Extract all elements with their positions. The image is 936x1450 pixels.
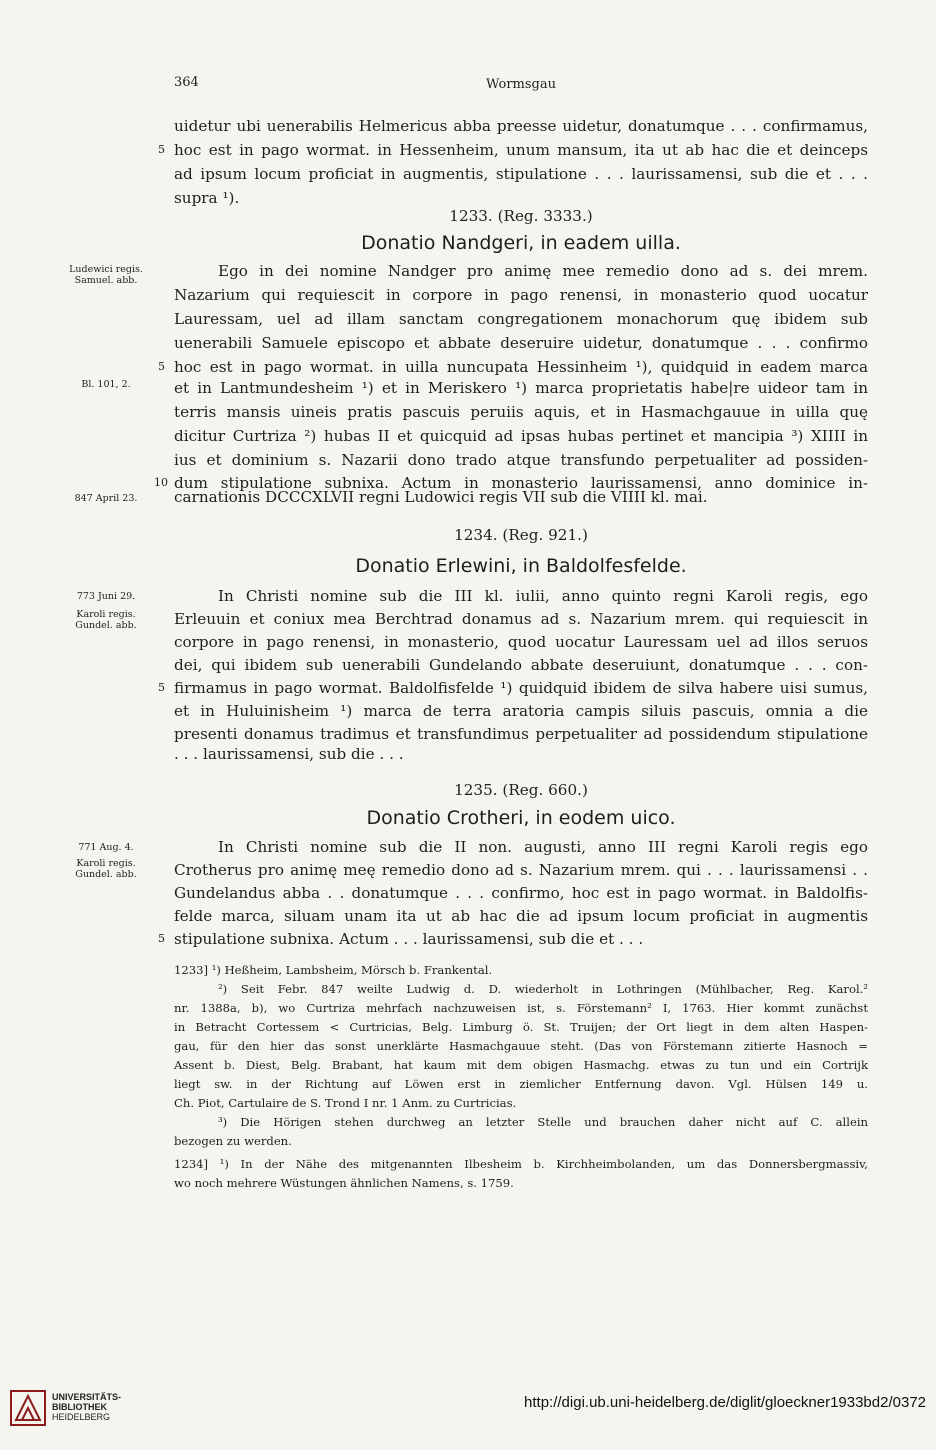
- margin-note: 771 Aug. 4.: [78, 842, 134, 853]
- text-line: Gundelandus abba . . donatumque . . . confirmo, hoc est in pago wormat. in Baldolfis-: [174, 884, 868, 902]
- entry-number: 1234. (Reg. 921.): [454, 526, 588, 544]
- text-line: ad ipsum locum proficiat in augmentis, stipulatione . . . laurissamensi, sub die et . . .: [174, 165, 868, 183]
- footnote-line: 1234] ¹) In der Nähe des mitgenannten Ilbesheim b. Kirchheimbolanden, um das Donnersbergmassiv,: [174, 1157, 868, 1171]
- text-line: Ego in dei nomine Nandger pro animę mee remedio dono ad s. dei mrem.: [218, 262, 868, 280]
- text-line: firmamus in pago wormat. Baldolfisfelde ¹) quidquid ibidem de silva habere uisi sumus,: [174, 679, 868, 697]
- line-number: 5: [158, 681, 165, 694]
- text-line: Erleuuin et coniux mea Berchtrad donamus ad s. Nazarium mrem. qui requiescit in: [174, 610, 868, 628]
- page-header: [174, 75, 868, 95]
- library-seal-icon: [10, 1390, 46, 1426]
- text-line: uenerabili Samuele episcopo et abbate deseruire uidetur, donatumque . . . confirmo: [174, 334, 868, 352]
- library-logo[interactable]: [10, 1388, 130, 1432]
- entry-number: 1233. (Reg. 3333.): [449, 207, 593, 225]
- text-line: terris mansis uineis pratis pascuis peruiis aquis, et in Hasmachgauue in uilla quę: [174, 403, 868, 421]
- text-line: Nazarium qui requiescit in corpore in pago renensi, in monasterio quod uocatur: [174, 286, 868, 304]
- document-url-link[interactable]: http://digi.ub.uni-heidelberg.de/diglit/gloeckner1933bd2/0372: [524, 1394, 926, 1411]
- margin-note: 847 April 23.: [74, 493, 138, 504]
- margin-note: Ludewici regis. Samuel. abb.: [69, 264, 143, 286]
- text-line: et in Huluinisheim ¹) marca de terra aratoria campis siluis pascuis, omnia a die: [174, 702, 868, 720]
- text-line: Lauressam, uel ad illam sanctam congregationem monachorum quę ibidem sub: [174, 310, 868, 328]
- text-line: hoc est in pago wormat. in Hessenheim, unum mansum, ita ut ab hac die et deinceps: [174, 141, 868, 159]
- entry-number: 1235. (Reg. 660.): [454, 781, 588, 799]
- text-line: Crotherus pro animę meę remedio dono ad s. Nazarium mrem. qui . . . laurissamensi . .: [174, 861, 868, 879]
- running-title: Wormsgau: [486, 77, 556, 92]
- footnote-line: Ch. Piot, Cartulaire de S. Trond I nr. 1 Anm. zu Curtricias.: [174, 1096, 517, 1110]
- text-line: ius et dominium s. Nazarii dono trado atque transfundo perpetualiter ad possiden-: [174, 451, 868, 469]
- line-number: 5: [158, 143, 165, 156]
- text-line: carnationis DCCCXLVII regni Ludowici regis VII sub die VIIII kl. mai.: [174, 488, 708, 506]
- margin-note: 773 Juni 29.: [76, 591, 136, 602]
- text-line: corpore in pago renensi, in monasterio, quod uocatur Lauressam uel ad illos seruos: [174, 633, 868, 651]
- library-name-line: HEIDELBERG: [52, 1412, 111, 1422]
- text-line: dei, qui ibidem sub uenerabili Gundelando abbate deseruiunt, donatumque . . . con-: [174, 656, 868, 674]
- entry-title: Donatio Crotheri, in eodem uico.: [366, 807, 676, 829]
- text-line: stipulatione subnixa. Actum . . . laurissamensi, sub die et . . .: [174, 930, 644, 948]
- footnote-line: bezogen zu werden.: [174, 1134, 292, 1148]
- footnote-line: wo noch mehrere Wüstungen ähnlichen Namens, s. 1759.: [174, 1176, 514, 1190]
- library-name-line: UNIVERSITÄTS-: [52, 1392, 122, 1402]
- footnote-line: ³) Die Hörigen stehen durchweg an letzter Stelle und brauchen daher nicht auf C. allein: [218, 1115, 868, 1129]
- footnote-line: gau, für den hier das sonst unerklärte Hasmachgauue steht. (Das von Förstemann zitierte Hasnoch =: [174, 1039, 868, 1053]
- margin-note: Karoli regis. Gundel. abb.: [75, 858, 137, 880]
- line-number: 5: [158, 932, 165, 945]
- text-line: presenti donamus tradimus et transfundimus perpetualiter ad possidendum stipulatione: [174, 725, 868, 743]
- footnote-line: in Betracht Cortessem < Curtricias, Belg. Limburg ö. St. Truijen; der Ort liegt in dem alten Haspen-: [174, 1020, 868, 1034]
- margin-note: Bl. 101, 2.: [81, 379, 131, 390]
- entry-title: Donatio Nandgeri, in eadem uilla.: [361, 232, 681, 254]
- library-name-line: BIBLIOTHEK: [52, 1402, 107, 1412]
- footnote-line: 1233] ¹) Heßheim, Lambsheim, Mörsch b. Frankental.: [174, 963, 493, 977]
- text-line: In Christi nomine sub die III kl. iulii, anno quinto regni Karoli regis, ego: [218, 587, 868, 605]
- footnote-line: liegt sw. in der Richtung auf Löwen erst in ziemlicher Entfernung davon. Vgl. Hülsen 149 u.: [174, 1077, 868, 1091]
- text-line: hoc est in pago wormat. in uilla nuncupata Hessinheim ¹), quidquid in eadem marca: [174, 358, 868, 376]
- text-line: In Christi nomine sub die II non. augusti, anno III regni Karoli regis ego: [218, 838, 868, 856]
- text-line: supra ¹).: [174, 189, 240, 207]
- text-line: dicitur Curtriza ²) hubas II et quicquid ad ipsas hubas pertinet et mancipia ³) XIIII in: [174, 427, 868, 445]
- text-line: dum stipulatione subnixa. Actum in monasterio laurissamensi, anno dominice in-: [174, 474, 868, 492]
- text-line: et in Lantmundesheim ¹) et in Meriskero ¹) marca proprietatis habe|re uideor tam in: [174, 379, 868, 397]
- text-line: . . . laurissamensi, sub die . . .: [174, 745, 404, 763]
- footnote-line: nr. 1388a, b), wo Curtriza mehrfach nachzuweisen ist, s. Förstemann² I, 1763. Hier kommt zunächst: [174, 1001, 868, 1015]
- text-line: felde marca, siluam unam ita ut ab hac die ad ipsum locum proficiat in augmentis: [174, 907, 868, 925]
- footnote-line: ²) Seit Febr. 847 weilte Ludwig d. D. wiederholt in Lothringen (Mühlbacher, Reg. Karol.²: [218, 982, 868, 996]
- footnote-line: Assent b. Diest, Belg. Brabant, hat kaum mit dem obigen Hasmachg. etwas zu tun und ein Cortrijk: [174, 1058, 868, 1072]
- margin-note: Karoli regis. Gundel. abb.: [75, 609, 137, 631]
- line-number: 5: [158, 360, 165, 373]
- entry-title: Donatio Erlewini, in Baldolfesfelde.: [355, 555, 687, 577]
- text-line: uidetur ubi uenerabilis Helmericus abba preesse uidetur, donatumque . . . confirmamus,: [174, 117, 868, 135]
- page-number: 364: [174, 75, 199, 90]
- line-number: 10: [154, 476, 168, 489]
